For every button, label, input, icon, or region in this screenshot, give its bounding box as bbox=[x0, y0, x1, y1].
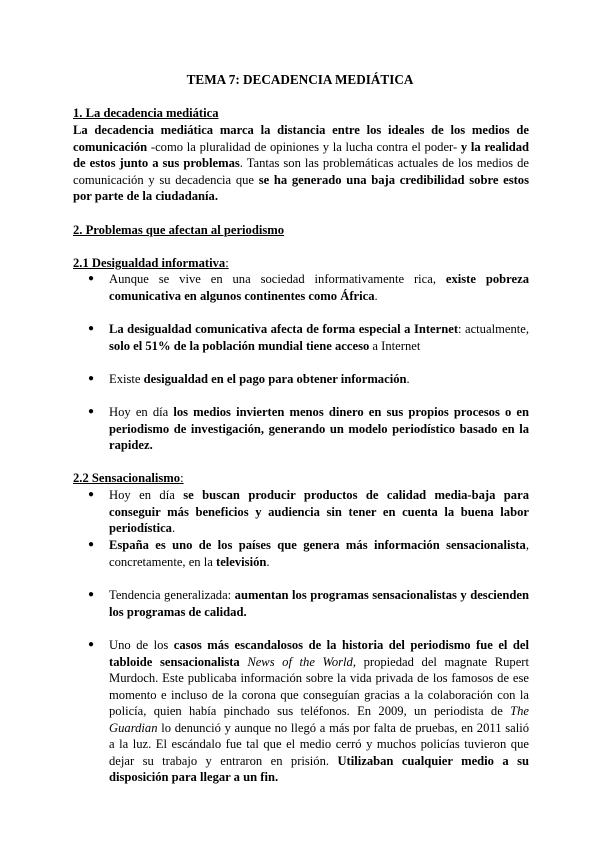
subsection-2-1-heading: 2.1 Desigualdad informativa: bbox=[73, 256, 229, 270]
bullet-icon: ● bbox=[88, 373, 95, 384]
bullet-icon: ● bbox=[88, 589, 95, 600]
list-item-text: Hoy en día se buscan producir productos de calidad media-baja para conseguir más beneficios y audiencia sin tener en cuenta la buena labor periodística. bbox=[109, 488, 529, 535]
list-item-text: España es uno de los países que genera más información sensacionalista, concretamente, en la televisión. bbox=[109, 538, 529, 569]
list-item-text: La desigualdad comunicativa afecta de forma especial a Internet: actualmente, solo el 51% de la población mundial tiene acceso a Internet bbox=[109, 322, 529, 353]
bullet-icon: ● bbox=[88, 639, 95, 650]
list-item-text: Existe desigualdad en el pago para obtener información. bbox=[109, 372, 410, 386]
bullet-icon: ● bbox=[88, 539, 95, 550]
bullet-icon: ● bbox=[88, 489, 95, 500]
section-1-paragraph: La decadencia mediática marca la distancia entre los ideales de los medios de comunicación -como la pluralidad de opiniones y la lucha contra el poder- y la realidad de estos junto a sus problemas. Tantas son las problemáticas actuales de los medios de comunicación y su decadencia que se ha generado una baja credibilidad sobre estos por parte de la ciudadanía. bbox=[73, 123, 529, 203]
page-title: TEMA 7: DECADENCIA MEDIÁTICA bbox=[186, 72, 414, 87]
list-item-text: Uno de los casos más escandalosos de la historia del periodismo fue el del tabloide sensacionalista News of the World, propiedad del magnate Rupert Murdoch. Este publicaba información sobre la vida privada de los famosos de ese momento e incluso de la corona que conseguían gracias a la colaboración con la policía, quien había pinchado sus teléfonos. En 2009, un periodista de The Guardian lo denunció y aunque no llegó a más por falta de pruebas, en 2011 salió a la luz. El escándalo fue tal que el medio cerró y muchos policías tuvieron que dejar su trabajo y entraron en prisión. Utilizaban cualquier medio a su disposición para llegar a un fin. bbox=[109, 638, 530, 784]
bullet-icon: ● bbox=[88, 273, 95, 284]
list-item-text: Tendencia generalizada: aumentan los programas sensacionalistas y descienden los programas de calidad. bbox=[109, 588, 529, 619]
list-item-text: Aunque se vive en una sociedad informativamente rica, existe pobreza comunicativa en algunos continentes como África. bbox=[109, 272, 529, 303]
bullet-icon: ● bbox=[88, 406, 95, 417]
bullet-icon: ● bbox=[88, 323, 95, 334]
section-2-heading: 2. Problemas que afectan al periodismo bbox=[73, 223, 285, 237]
list-item-text: Hoy en día los medios invierten menos dinero en sus propios procesos o en periodismo de investigación, generando un modelo periodístico basado en la rapidez. bbox=[109, 405, 529, 452]
subsection-2-2-heading: 2.2 Sensacionalismo: bbox=[73, 471, 184, 485]
section-1-heading: 1. La decadencia mediática bbox=[73, 106, 219, 120]
